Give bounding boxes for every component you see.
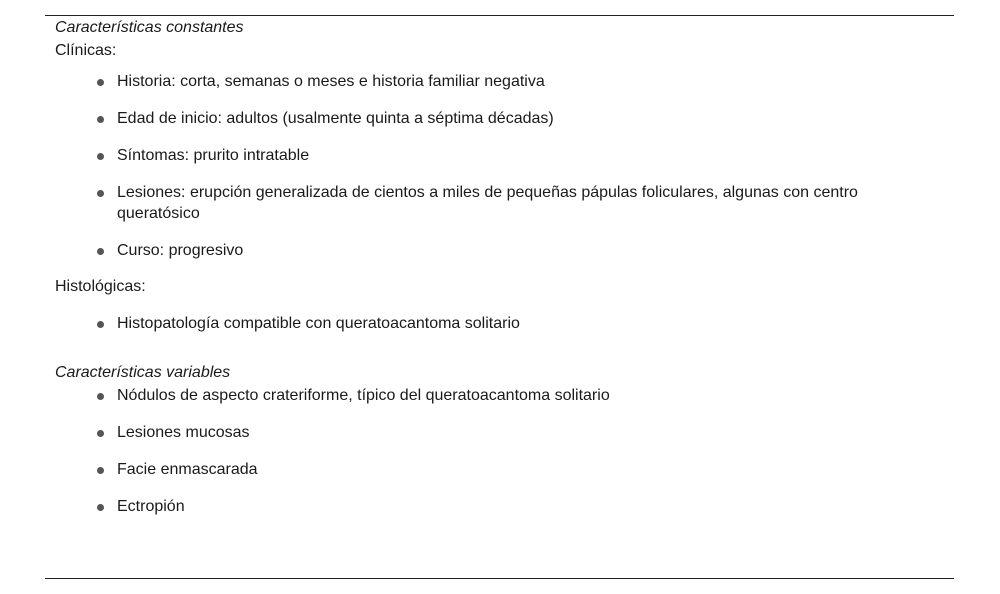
bullet-icon	[97, 504, 104, 511]
bullet-icon	[97, 116, 104, 123]
histological-heading: Histológicas:	[55, 278, 146, 295]
bullet-icon	[97, 467, 104, 474]
list-item: Nódulos de aspecto crateriforme, típico del queratoacantoma solitario	[55, 385, 877, 406]
variable-list	[55, 385, 945, 517]
clinical-heading: Clínicas:	[55, 42, 117, 59]
list-item: Lesiones mucosas	[55, 422, 877, 443]
bullet-icon	[97, 153, 104, 160]
table-bottom-rule	[45, 578, 954, 579]
features-table	[55, 18, 945, 517]
bullet-icon	[97, 321, 104, 328]
bullet-icon	[97, 430, 104, 437]
variable-features-title: Características variables	[55, 364, 231, 381]
bullet-icon	[97, 248, 104, 255]
constant-features-title: Características constantes	[55, 19, 244, 36]
bullet-icon	[97, 190, 104, 197]
bullet-icon	[97, 393, 104, 400]
list-item: Síntomas: prurito intratable	[55, 145, 877, 166]
histological-list	[55, 313, 945, 334]
bullet-icon	[97, 79, 104, 86]
list-item: Lesiones: erupción generalizada de cientos a miles de pequeñas pápulas foliculares, algunas con centro queratósico	[55, 182, 877, 224]
list-item: Facie enmascarada	[55, 459, 877, 480]
list-item: Ectropión	[55, 496, 877, 517]
list-item: Historia: corta, semanas o meses e historia familiar negativa	[55, 71, 877, 92]
list-item: Histopatología compatible con queratoacantoma solitario	[55, 313, 877, 334]
table-top-rule	[45, 15, 954, 16]
list-item: Curso: progresivo	[55, 240, 877, 261]
clinical-list	[55, 71, 945, 261]
list-item: Edad de inicio: adultos (usalmente quinta a séptima décadas)	[55, 108, 877, 129]
